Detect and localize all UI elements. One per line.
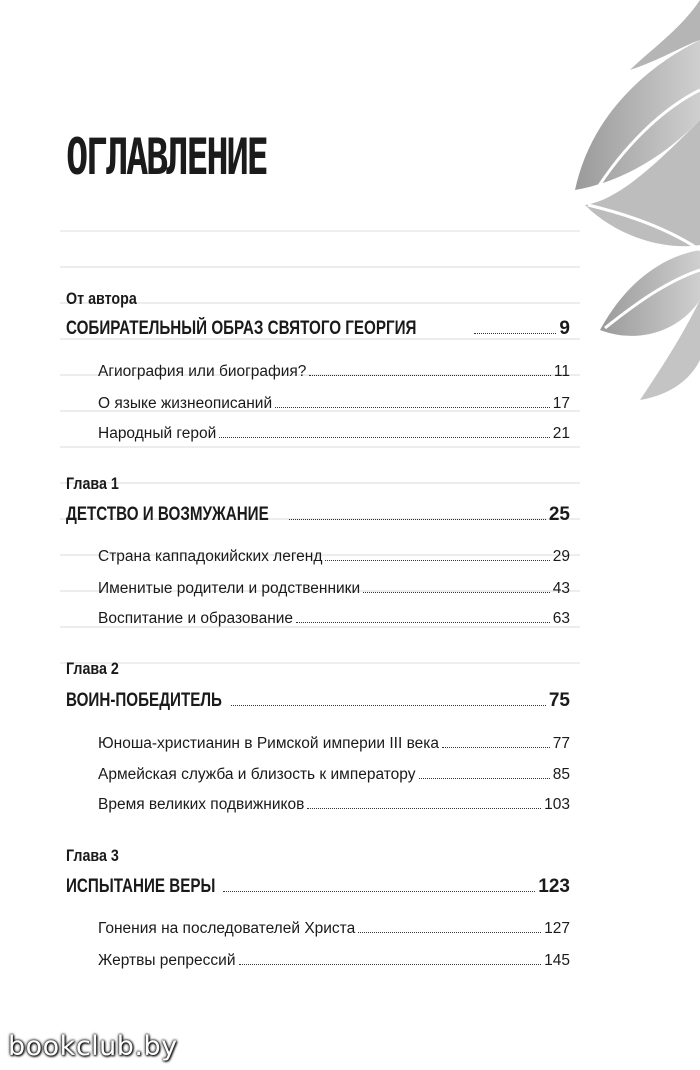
page-number: 29: [552, 548, 570, 565]
toc-entry-title: Народный герой: [98, 425, 217, 442]
toc-entry-title: Именитые родители и родственники: [98, 580, 361, 597]
toc-main-entry[interactable]: [66, 318, 570, 340]
page-number: 21: [552, 425, 570, 442]
leader-dots: [223, 878, 536, 892]
page-number: 103: [544, 796, 570, 813]
toc-entry-title: Юноша-христианин в Римской империи III века: [98, 735, 439, 752]
page-title: ОГЛАВЛЕНИЕ: [66, 128, 267, 186]
section-label-intro: От автора: [66, 289, 137, 308]
page-number: 63: [552, 610, 570, 627]
toc-entry-title: О языке жизнеописаний: [98, 395, 273, 412]
toc-entry[interactable]: [98, 363, 570, 381]
leader-dots: [363, 581, 550, 593]
leader-dots: [474, 320, 556, 334]
leader-dots: [289, 506, 545, 520]
page-number: 17: [552, 395, 570, 412]
section-label-chapter-2: Глава 2: [66, 659, 119, 678]
leader-dots: [275, 396, 550, 408]
toc-entry-title: Агиография или биография?: [98, 363, 307, 380]
toc-main-title: ИСПЫТАНИЕ ВЕРЫ: [66, 876, 216, 897]
toc-entry[interactable]: [98, 610, 570, 628]
leader-dots: [239, 953, 542, 965]
toc-entry[interactable]: [98, 796, 570, 814]
toc-entry[interactable]: [98, 580, 570, 598]
toc-entry-title: Воспитание и образование: [98, 610, 294, 627]
leader-dots: [309, 364, 550, 376]
leader-dots: [325, 549, 549, 561]
toc-entry[interactable]: [98, 395, 570, 413]
toc-entry-title: Гонения на последователей Христа: [98, 920, 356, 937]
page-number: 25: [548, 504, 570, 525]
toc-main-title: ДЕТСТВО И ВОЗМУЖАНИЕ: [66, 504, 269, 525]
toc-entry[interactable]: [98, 920, 570, 938]
toc-entry[interactable]: [98, 548, 570, 566]
toc-entry-title: Армейская служба и близость к императору: [98, 766, 416, 783]
page-number: 85: [552, 766, 570, 783]
toc-main-entry[interactable]: [66, 876, 570, 898]
leader-dots: [219, 426, 549, 438]
page-number: 75: [548, 690, 570, 711]
page-number: 11: [553, 363, 570, 380]
page-number: 9: [559, 318, 570, 339]
page-number: 77: [552, 735, 570, 752]
toc-entry-title: Жертвы репрессий: [98, 952, 236, 969]
toc-entry-title: Время великих подвижников: [98, 796, 305, 813]
leader-dots: [419, 767, 550, 779]
leader-dots: [231, 692, 546, 706]
toc-entry[interactable]: [98, 735, 570, 753]
section-label-chapter-1: Глава 1: [66, 474, 119, 493]
leader-dots: [358, 921, 541, 933]
leader-dots: [296, 611, 550, 623]
toc-main-entry[interactable]: [66, 690, 570, 712]
toc-entry[interactable]: [98, 952, 570, 970]
section-label-chapter-3: Глава 3: [66, 846, 119, 865]
page-number: 127: [544, 920, 570, 937]
leader-dots: [442, 736, 550, 748]
toc-main-title: ВОИН-ПОБЕДИТЕЛЬ: [66, 690, 222, 711]
toc-entry-title: Страна каппадокийских легенд: [98, 548, 323, 565]
page-number: 145: [544, 952, 570, 969]
toc-main-entry[interactable]: [66, 504, 570, 526]
watermark: bookclub.by: [8, 1031, 178, 1062]
toc-main-title: СОБИРАТЕЛЬНЫЙ ОБРАЗ СВЯТОГО ГЕОРГИЯ: [66, 318, 417, 339]
page-number: 123: [538, 876, 570, 897]
page-number: 43: [552, 580, 570, 597]
toc-entry[interactable]: [98, 425, 570, 443]
leader-dots: [307, 797, 541, 809]
toc-entry[interactable]: [98, 766, 570, 784]
